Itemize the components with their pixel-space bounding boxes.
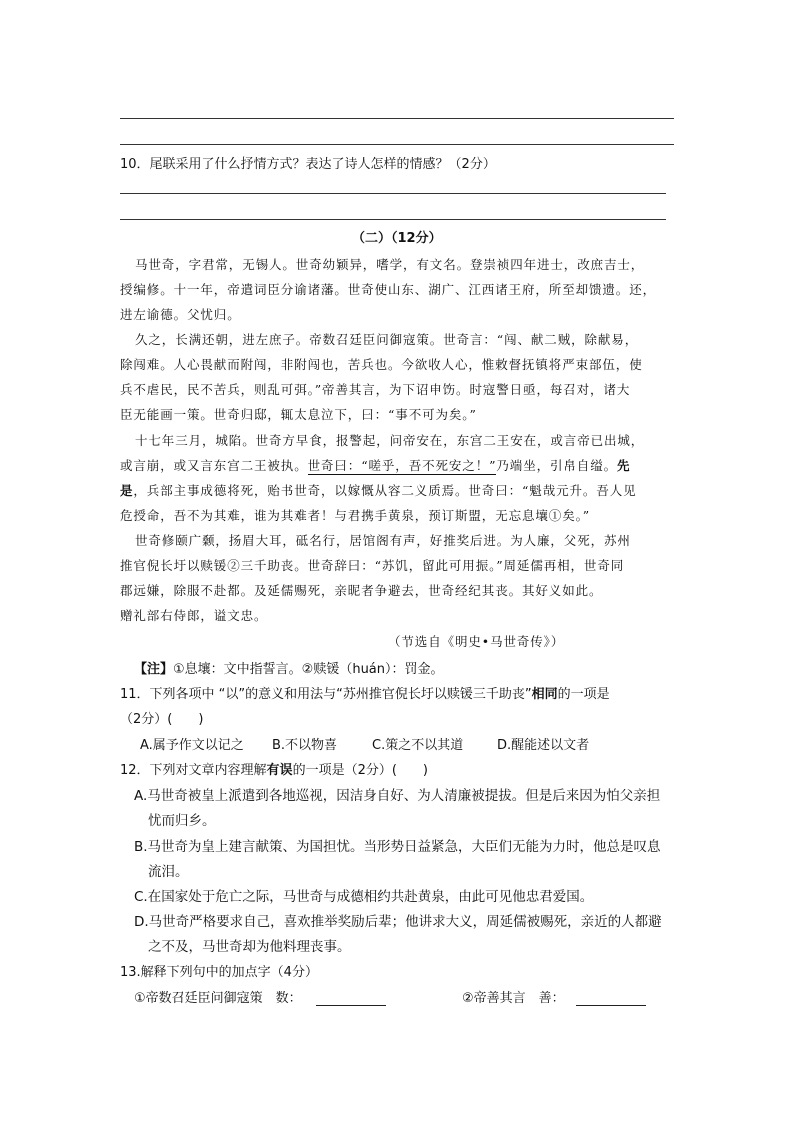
question-13-item-2: ②帝善其言 善： [462,991,565,1006]
passage-p3-segment: 乃端坐，引帛自缢。 [496,458,618,473]
passage-p4-line-1: 世奇修颐广颡，扬眉大耳，砥名行，居馆阁有声，好推奖后进。为人廉，父死，苏州 [135,533,631,548]
question-12-stem-text: 的一项是（2分）( ) [292,763,428,778]
question-13-stem: 13.解释下列句中的加点字（4分） [120,965,318,980]
question-11-option-a[interactable]: A.属予作文以记之 [140,738,244,753]
question-11-stem [120,686,610,704]
question-11-stem-text: 的一项是 [557,687,610,702]
answer-line-1 [120,118,674,119]
passage-p1-line-3: 进左谕德。父忧归。 [120,307,241,322]
emphasis-same: 相同 [531,687,558,702]
answer-line-2 [120,144,674,145]
question-10: 10．尾联采用了什么抒情方式？表达了诗人怎样的情感？（2分） [120,157,496,172]
question-12-stem [120,762,428,780]
bold-word: 先 [617,458,631,473]
question-12-option-c[interactable]: C.在国家处于危亡之际，马世奇与成德相约共赴黄泉，由此可见他忠君爱国。 [134,889,594,905]
passage-p2-line-1: 久之，长满还朝，进左庶子。帝数召廷臣问御寇策。世奇言：“闯、献二贼，除献易， [135,332,639,347]
passage-source: （节选自《明史•马世奇传》） [388,634,565,649]
answer-line-4 [120,219,666,220]
answer-blank-1[interactable] [316,991,386,1006]
section-title: （二）（12分） [352,231,442,246]
question-12-option-d[interactable]: D.马世奇严格要求自己，喜欢推举奖励后辈；他讲求大义，周延儒被赐死，亲近的人都避 [134,914,662,930]
question-12-option-a-cont: 忧而归乡。 [148,813,216,829]
passage-p4-line-3: 郡远嫌，除服不赴都。及延儒赐死，亲昵者争避去，世奇经纪其丧。其好义如此。 [120,583,603,598]
bold-word: 是 [120,483,134,498]
footnote [134,661,444,679]
question-13-item-1: ①帝数召廷臣问御寇策 数： [134,991,302,1006]
passage-p4-line-4: 赠礼部右侍郎，谥文忠。 [120,608,268,623]
passage-p3-segment: ，兵部主事成德将死，贻书世奇，以嫁慨从容二义质焉。世奇曰：“魁哉元升。吾人见 [133,483,637,498]
question-12-option-b[interactable]: B.马世奇为皇上建言献策、为国担忧。当形势日益紧急，大臣们无能为力时，他总是叹息 [134,839,661,855]
question-11-option-b[interactable]: B.不以物喜 [272,738,338,753]
passage-p2-line-4: 臣无能画一策。世奇归邸，辄太息泣下，曰：“事不可为矣。” [120,407,477,422]
passage-p3-line-4: 危授命，吾不为其难，谁为其难者！与君携手黄泉，预订斯盟，无忘息壤①矣。” [120,508,591,523]
question-12-option-d-cont: 之不及，马世奇却为他料理丧事。 [148,939,351,955]
passage-p4-line-2: 推官倪长圩以赎锾②三千助丧。世奇辞曰：“苏饥，留此可用振。”周延儒再相，世奇同 [120,558,625,573]
question-12-option-a[interactable]: A.马世奇被皇上派遣到各地巡视，因洁身自好、为人清廉被提拔。但是后来因为怕父亲担 [134,788,661,804]
question-11-score: （2分）( ) [120,712,204,727]
answer-line-3 [120,193,666,194]
footnote-label: 【注】 [134,662,174,677]
passage-p3-line-1: 十七年三月，城陷。世奇方早食，报警起，问帝安在，东宫二王安在，或言帝已出城， [135,433,645,448]
question-11-option-c[interactable]: C.策之不以其道 [372,738,464,753]
question-11-stem-text: 11．下列各项中 “以”的意义和用法与“苏州推官倪长圩以赎锾三千助丧” [120,687,532,702]
passage-p3-line-2 [120,457,630,475]
passage-p2-line-2: 除闯难。人心畏献而附闯，非附闯也，苦兵也。今欲收人心，惟敕督抚镇将严束部伍，使 [120,357,643,372]
passage-p1-line-2: 授编修。十一年，帝遣词臣分谕诸藩。世奇使山东、湖广、江西诸王府，所至却馈遗。还， [120,282,657,297]
passage-p2-line-3: 兵不虐民，民不苦兵，则乱可弭。”帝善其言，为下诏申饬。时寇警日亟，每召对，诸大 [120,382,631,397]
passage-p3-line-3 [120,482,637,500]
question-11-option-d[interactable]: D.醒能述以文者 [497,738,590,753]
answer-blank-2[interactable] [576,991,646,1006]
footnote-text: ①息壤：文中指誓言。②赎锾（huán）：罚金。 [173,662,444,677]
underlined-sentence: 世奇曰：“嗟乎，吾不死安之！” [307,458,497,473]
passage-p1-line-1: 马世奇，字君常，无锡人。世奇幼颖异，嗜学，有文名。登崇祯四年进士，改庶吉士， [135,257,645,272]
passage-p3-segment: 或言崩，或又言东宫二王被执。 [120,458,308,473]
emphasis-wrong: 有误 [266,763,293,778]
question-12-stem-text: 12．下列对文章内容理解 [120,763,267,778]
question-12-option-b-cont: 流泪。 [148,864,189,880]
